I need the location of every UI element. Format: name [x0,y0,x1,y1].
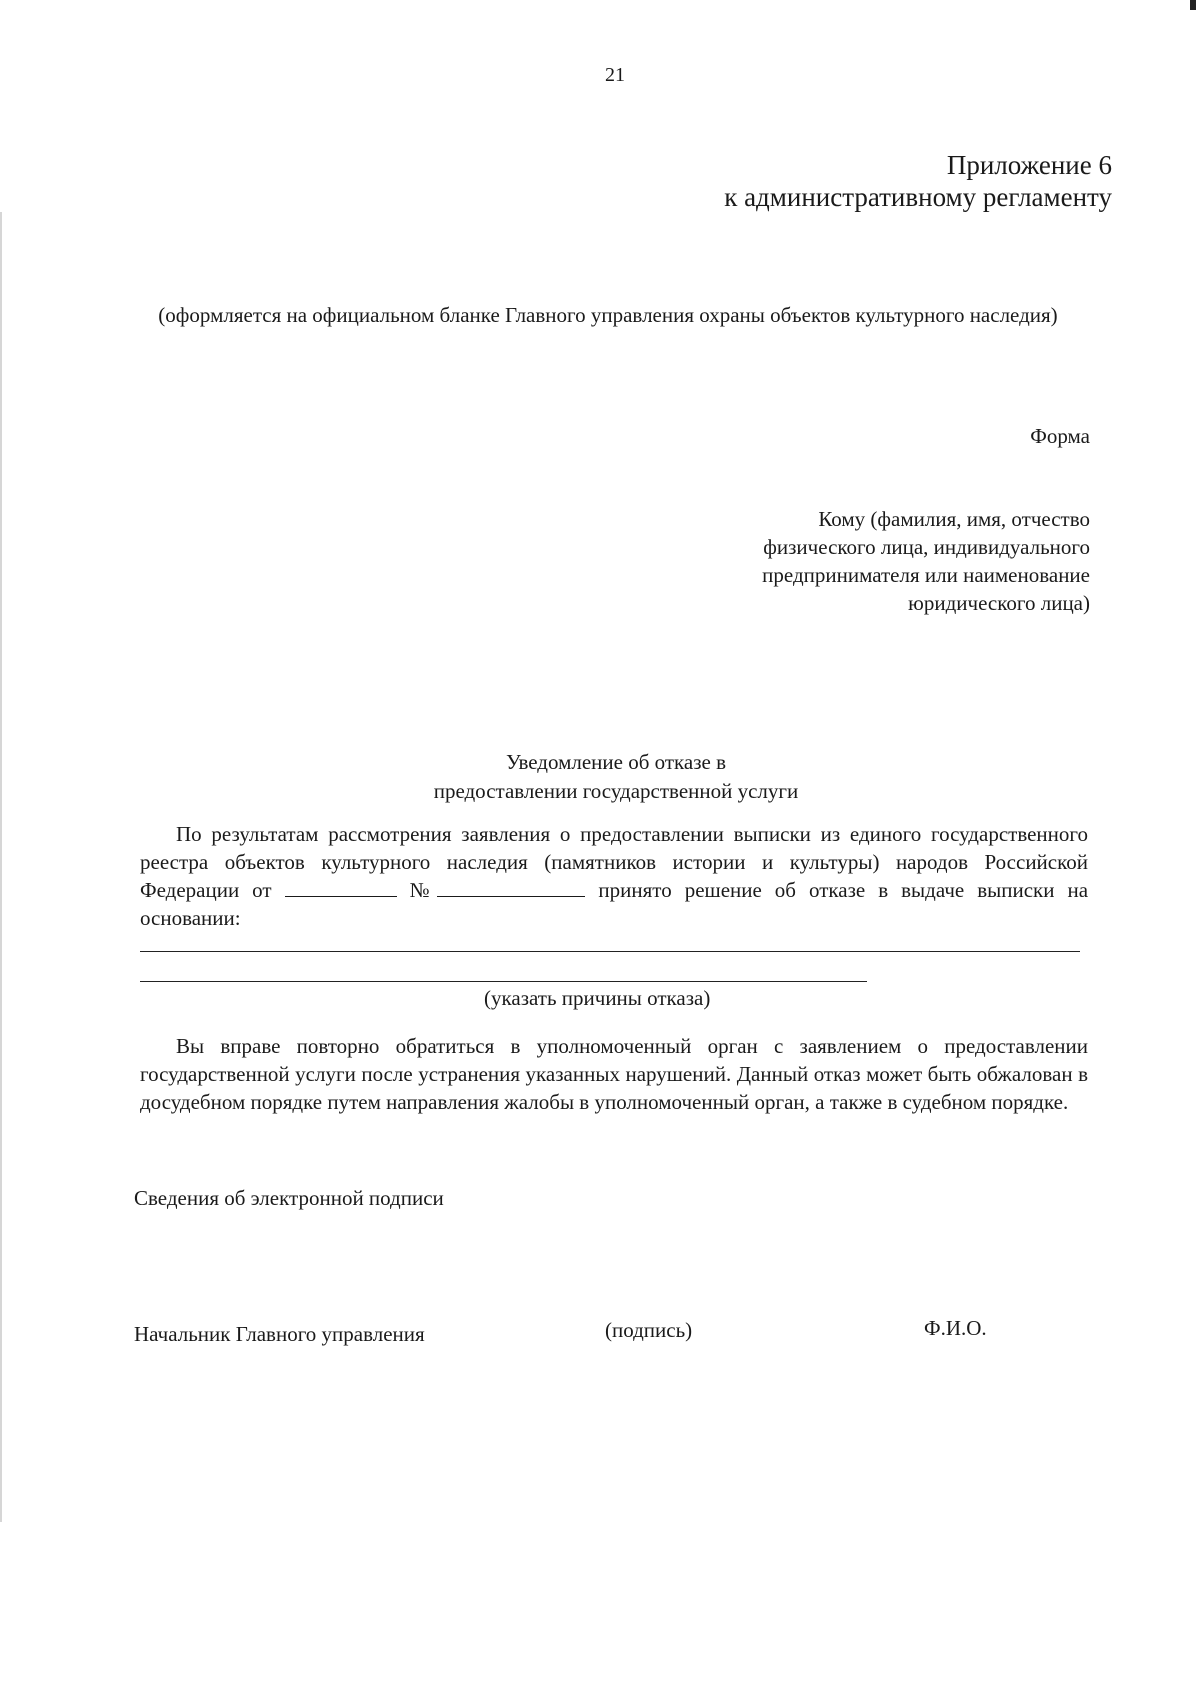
paragraph-text-end: принято решение об отказе в выдаче выписки на основании: [140,878,1089,930]
full-name-placeholder: Ф.И.О. [924,1316,987,1340]
date-blank [285,878,397,897]
reason-hint: (указать причины отказа) [484,986,711,1010]
chief-position: Начальник Главного управления [134,1322,425,1346]
reason-line [140,981,867,982]
recipient-line: Кому (фамилия, имя, отчество [818,507,1090,531]
number-blank [437,878,585,897]
scan-corner-mark [1190,0,1196,10]
appendix-subtitle: к административному регламенту [724,182,1112,212]
recipient-line: физического лица, индивидуального [763,535,1090,559]
signature-info: Сведения об электронной подписи [134,1186,444,1210]
notice-title-line: Уведомление об отказе в [505,750,727,774]
reason-line [140,951,1080,952]
recipient-line: предпринимателя или наименование [762,563,1090,587]
number-sign: № [409,878,438,902]
recipient-block [762,505,1090,617]
official-blank-note: (оформляется на официальном бланке Главного управления охраны объектов культурного наследия) [158,303,1058,327]
paragraph-text-start: По результатам рассмотрения заявления о предоставлении выписки из единого государственного реестра объектов культурного наследия (памятников истории и культуры) народов Российской Федерации от [140,822,1088,902]
paragraph-refusal-decision [140,820,1088,932]
notice-title [0,748,1200,806]
paragraph-appeal-rights [140,1032,1088,1116]
page-number: 21 [605,64,625,86]
scan-edge-shadow [0,212,2,1522]
notice-title-line: предоставлении государственной услуги [433,779,799,803]
appeal-text: Вы вправе повторно обратиться в уполномоченный орган с заявлением о предоставлении государственной услуги после устранения указанных нарушений. Данный отказ может быть обжалован в досудебном порядке путем направления жалобы в уполномоченный орган, а также в судебном порядке. [140,1034,1088,1114]
recipient-line: юридического лица) [908,591,1090,615]
form-label: Форма [1030,424,1090,448]
signature-hint: (подпись) [605,1318,693,1342]
appendix-title: Приложение 6 [946,150,1112,180]
